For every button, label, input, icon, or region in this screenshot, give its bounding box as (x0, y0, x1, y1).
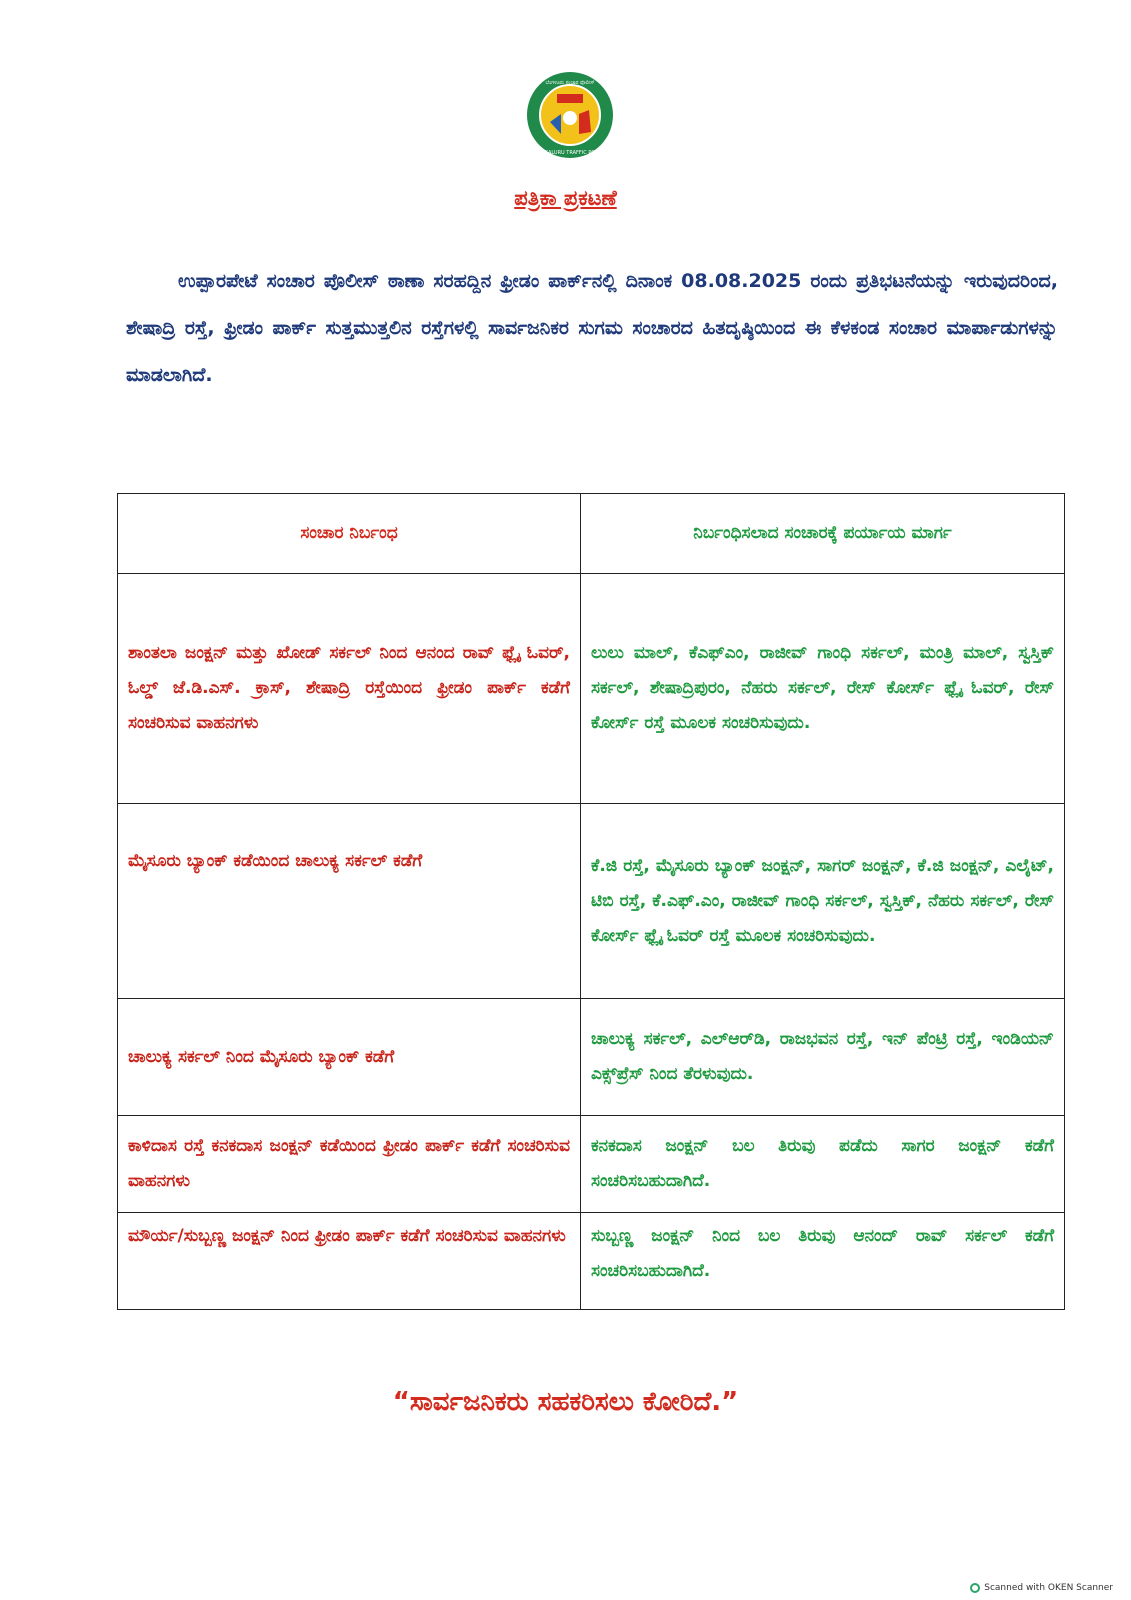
table-row (118, 1116, 1065, 1213)
table-row (118, 574, 1065, 804)
table-row (118, 1213, 1065, 1310)
header-alternative-route: ನಿರ್ಬಂಧಿಸಲಾದ ಸಂಚಾರಕ್ಕೆ ಪರ್ಯಾಯ ಮಾರ್ಗ (581, 494, 1065, 574)
intro-paragraph: ಉಪ್ಪಾರಪೇಟೆ ಸಂಚಾರ ಪೊಲೀಸ್ ಠಾಣಾ ಸರಹದ್ದಿನ ಫ್ರೀಡಂ ಪಾರ್ಕ್‌ನಲ್ಲಿ ದಿನಾಂಕ 08.08.2025 ರಂದು ಪ್ರತಿಭಟನೆಯನ್ನು ಇರುವುದರಿಂದ, ಶೇಷಾದ್ರಿ ರಸ್ತೆ, ಫ್ರೀಡಂ ಪಾರ್ಕ್ ಸುತ್ತಮುತ್ತಲಿನ ರಸ್ತೆಗಳಲ್ಲಿ ಸಾರ್ವಜನಿಕರ ಸುಗಮ ಸಂಚಾರದ ಹಿತದೃಷ್ಠಿಯಿಂದ ಈ ಕೆಳಕಂಡ ಸಂಚಾರ ಮಾರ್ಪಾಡುಗಳನ್ನು ಮಾಡಲಾಗಿದೆ. (126, 270, 1058, 386)
restriction-cell: ಮೈಸೂರು ಬ್ಯಾಂಕ್ ಕಡೆಯಿಂದ ಚಾಲುಕ್ಯ ಸರ್ಕಲ್ ಕಡೆಗೆ (118, 804, 581, 999)
restriction-cell: ಮೌರ್ಯ/ಸುಬ್ಬಣ್ಣ ಜಂಕ್ಷನ್ ನಿಂದ ಫ್ರೀಡಂ ಪಾರ್ಕ್ ಕಡೆಗೆ ಸಂಚರಿಸುವ ವಾಹನಗಳು (118, 1213, 581, 1310)
table-header-row (118, 494, 1065, 574)
alternative-route-cell: ಸುಬ್ಬಣ್ಣ ಜಂಕ್ಷನ್ ನಿಂದ ಬಲ ತಿರುವು ಆನಂದ್ ರಾವ್ ಸರ್ಕಲ್ ಕಡೆಗೆ ಸಂಚರಿಸಬಹುದಾಗಿದೆ. (581, 1213, 1065, 1310)
restriction-cell: ಚಾಲುಕ್ಯ ಸರ್ಕಲ್ ನಿಂದ ಮೈಸೂರು ಬ್ಯಾಂಕ್ ಕಡೆಗೆ (118, 999, 581, 1116)
alternative-route-cell: ಚಾಲುಕ್ಯ ಸರ್ಕಲ್, ಎಲ್ಆರ್‌ಡಿ, ರಾಜಭವನ ರಸ್ತೆ, ಇನ್ ಪೆಂಟ್ರಿ ರಸ್ತೆ, ಇಂಡಿಯನ್ ಎಕ್ಸ್‌ಪ್ರೆಸ್ ನಿಂದ ತೆರಳುವುದು. (581, 999, 1065, 1116)
closing-appeal: “ಸಾರ್ವಜನಿಕರು ಸಹಕರಿಸಲು ಕೋರಿದೆ.” (392, 1387, 739, 1417)
scanner-icon (970, 1583, 980, 1593)
restriction-cell: ಕಾಳಿದಾಸ ರಸ್ತೆ ಕನಕದಾಸ ಜಂಕ್ಷನ್ ಕಡೆಯಿಂದ ಫ್ರೀಡಂ ಪಾರ್ಕ್ ಕಡೆಗೆ ಸಂಚರಿಸುವ ವಾಹನಗಳು (118, 1116, 581, 1213)
table-row (118, 804, 1065, 999)
traffic-diversion-table (117, 493, 1065, 1310)
header-restriction: ಸಂಚಾರ ನಿರ್ಬಂಧ (118, 494, 581, 574)
logo-text-top: ಬೆಂಗಳೂರು ಸಂಚಾರ ಪೊಲೀಸ್ (545, 80, 595, 86)
document-title: ಪತ್ರಿಕಾ ಪ್ರಕಟಣೆ (514, 186, 617, 210)
logo-text-bottom: BENGALURU TRAFFIC POLICE (533, 150, 607, 156)
alternative-route-cell: ಕನಕದಾಸ ಜಂಕ್ಷನ್ ಬಲ ತಿರುವು ಪಡೆದು ಸಾಗರ ಜಂಕ್ಷನ್ ಕಡೆಗೆ ಸಂಚರಿಸಬಹುದಾಗಿದೆ. (581, 1116, 1065, 1213)
alternative-route-cell: ಲುಲು ಮಾಲ್, ಕೆಎಫ್ಎಂ, ರಾಜೀವ್ ಗಾಂಧಿ ಸರ್ಕಲ್, ಮಂತ್ರಿ ಮಾಲ್, ಸ್ವಸ್ತಿಕ್ ಸರ್ಕಲ್, ಶೇಷಾದ್ರಿಪುರಂ, ನೆಹರು ಸರ್ಕಲ್, ರೇಸ್ ಕೋರ್ಸ್ ಫ್ಲೈ ಓವರ್, ರೇಸ್ ಕೋರ್ಸ್ ರಸ್ತೆ ಮೂಲಕ ಸಂಚರಿಸುವುದು. (581, 574, 1065, 804)
alternative-route-cell: ಕೆ.ಜಿ ರಸ್ತೆ, ಮೈಸೂರು ಬ್ಯಾಂಕ್ ಜಂಕ್ಷನ್, ಸಾಗರ್ ಜಂಕ್ಷನ್, ಕೆ.ಜಿ ಜಂಕ್ಷನ್, ಎಲೈಟ್, ಟಿಬಿ ರಸ್ತೆ, ಕೆ.ಎಫ್.ಎಂ, ರಾಜೀವ್ ಗಾಂಧಿ ಸರ್ಕಲ್, ಸ್ವಸ್ತಿಕ್, ನೆಹರು ಸರ್ಕಲ್, ರೇಸ್ ಕೋರ್ಸ್ ಫ್ಲೈ ಓವರ್ ರಸ್ತೆ ಮೂಲಕ ಸಂಚರಿಸುವುದು. (581, 804, 1065, 999)
scanner-note: Scanned with OKEN Scanner (984, 1583, 1113, 1593)
traffic-police-logo (525, 70, 615, 160)
table-row (118, 999, 1065, 1116)
scanner-watermark (970, 1583, 1113, 1593)
restriction-cell: ಶಾಂತಲಾ ಜಂಕ್ಷನ್ ಮತ್ತು ಖೋಡ್ ಸರ್ಕಲ್ ನಿಂದ ಆನಂದ ರಾವ್ ಫ್ಲೈ ಓವರ್, ಓಲ್ಡ್ ಜೆ.ಡಿ.ಎಸ್. ಕ್ರಾಸ್, ಶೇಷಾದ್ರಿ ರಸ್ತೆಯಿಂದ ಫ್ರೀಡಂ ಪಾರ್ಕ್ ಕಡೆಗೆ ಸಂಚರಿಸುವ ವಾಹನಗಳು (118, 574, 581, 804)
